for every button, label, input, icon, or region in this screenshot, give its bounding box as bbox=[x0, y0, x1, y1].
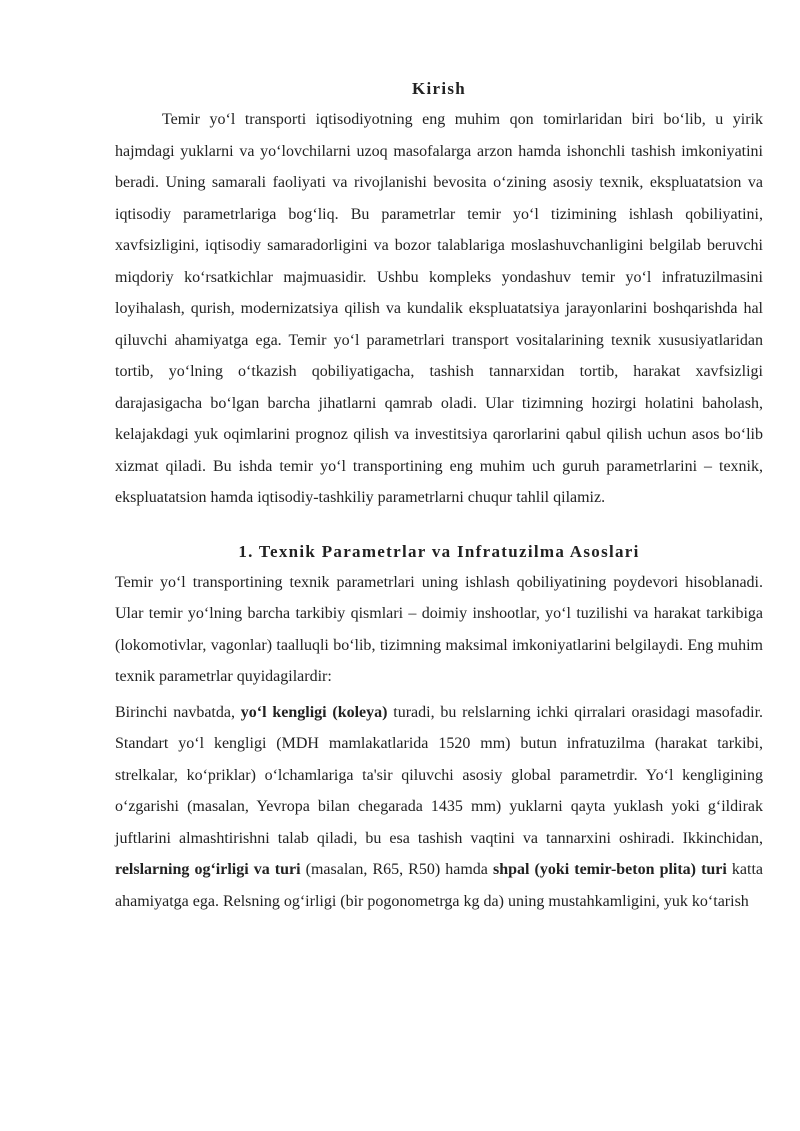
bold-term-gauge: yo‘l kengligi (koleya) bbox=[240, 703, 388, 721]
text-run: katta ahamiyatga ega. Relsning og‘irligi (bir pogonometrga kg da) uning mustahkamligini, yuk ko‘tarish bbox=[115, 861, 764, 910]
section-1-paragraph-1: Temir yo‘l transportining texnik parametrlari uning ishlash qobiliyatining poydevori hisoblanadi. Ular temir yo‘lning barcha tarkibiy qismlari – doimiy inshootlar, yo‘l tuzilishi va harakat tarkibiga (lokomotivlar, vagonlar) taalluqli bo‘lib, tizimning maksimal imkoniyatlarini belgilaydi. Eng muhim texnik parametrlar quyidagilardir: bbox=[115, 573, 763, 685]
document-page bbox=[115, 74, 763, 917]
intro-heading: Kirish bbox=[411, 79, 467, 98]
bold-term-sleeper: shpal (yoki temir-beton plita) turi bbox=[492, 861, 727, 878]
section-1-paragraph-2 bbox=[115, 697, 763, 918]
bold-term-rail-weight: relslarning og‘irligi va turi bbox=[115, 861, 301, 878]
text-run: Birinchi navbatda, bbox=[115, 703, 241, 721]
text-run: turadi, bu relslarning ichki qirralari orasidagi masofadir. Standart yo‘l kengligi (MDH mamlakatlarida 1520 mm) butun infratuzilma (harakat tarkibi, strelkalar, ko‘priklar) o‘lchamlariga ta'sir qiluvchi asosiy global parametrdir. Yo‘l kengligining o‘zgarishi (masalan, Yevropa bilan chegarada 1435 mm) yuklarni qayta yuklash yoki g‘ildirak juftlarini almashtirishni talab qiladi, bu esa tashish vaqtini va tannarxini oshiradi. Ikkinchidan, bbox=[115, 703, 764, 847]
intro-paragraph: Temir yo‘l transporti iqtisodiyotning eng muhim qon tomirlaridan biri bo‘lib, u yirik hajmdagi yuklarni va yo‘lovchilarni uzoq masofalarga arzon hamda ishonchli tashish imkoniyatini beradi. Uning samarali faoliyati va rivojlanishi bevosita o‘zining asosiy texnik, ekspluatatsion va iqtisodiy parametrlariga bog‘liq. Bu parametrlar temir yo‘l tizimining ishlash qobiliyatini, xavfsizligini, iqtisodiy samaradorligini va bozor talablariga moslashuvchanligini belgilab beruvchi miqdoriy ko‘rsatkichlar majmuasidir. Ushbu kompleks yondashuv temir yo‘l infratuzilmasini loyihalash, qurish, modernizatsiya qilish va kundalik ekspluatatsiya jarayonlarini boshqarishda hal qiluvchi ahamiyatga ega. Temir yo‘l parametrlari transport vositalarining texnik xususiyatlaridan tortib, yo‘lning o‘tkazish qobiliyatigacha, tashish tannarxidan tortib, harakat xavfsizligi darajasigacha bo‘lgan barcha jihatlarni qamrab oladi. Ular tizimning hozirgi holatini baholash, kelajakdagi yuk oqimlarini prognoz qilish va investitsiya qarorlarini qabul qilish uchun asos bo‘lib xizmat qiladi. Bu ishda temir yo‘l transportining eng muhim uch guruh parametrlarini – texnik, ekspluatatsion hamda iqtisodiy-tashkiliy parametrlarni chuqur tahlil qilamiz. bbox=[115, 111, 763, 506]
text-run: (masalan, R65, R50) hamda bbox=[300, 861, 493, 878]
section-1-heading: 1. Texnik Parametrlar va Infratuzilma Asoslari bbox=[238, 541, 640, 561]
